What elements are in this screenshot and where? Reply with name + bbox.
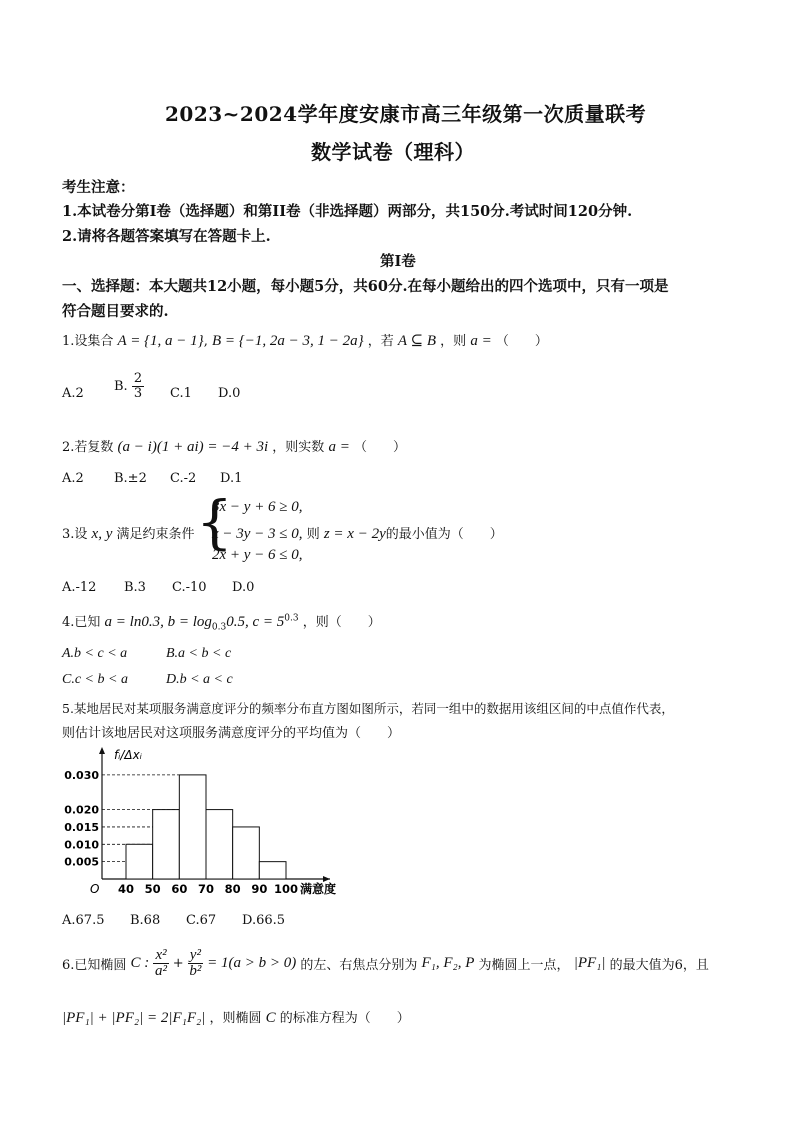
q4-option-c[interactable]: C.c < b < a [62, 672, 128, 687]
q6-x2: x² [155, 947, 167, 963]
q6-tail: ，则椭圆 [209, 1011, 262, 1026]
q6-frac-x [153, 948, 168, 979]
q1-option-b-fraction [132, 372, 144, 401]
q2-option-a[interactable]: A.2 [62, 471, 84, 486]
q4-option-b[interactable]: B.a < b < c [166, 646, 232, 661]
q5-line-2: 则估计该地居民对这项服务满意度评分的平均值为（ ） [62, 726, 401, 741]
q6-eq: = 1(a > b > 0) [207, 955, 297, 971]
q2-option-b[interactable]: B.±2 [114, 471, 147, 486]
q5-option-a[interactable]: A.67.5 [62, 913, 105, 928]
q3-constraint-2 [212, 523, 503, 543]
q1-option-d[interactable]: D.0 [218, 386, 241, 401]
q2-paren: （ ） [353, 440, 406, 455]
q6-cond: |PF₁| + |PF₂| = 2|F₁F₂| [62, 1010, 206, 1026]
q3-intro [62, 523, 195, 543]
q3-option-c[interactable]: C.-10 [172, 580, 207, 595]
part-instruction-2: 符合题目要求的. [62, 303, 169, 320]
q6-a2: a² [155, 963, 168, 979]
q4-prefix: 4.已知 [62, 615, 101, 630]
part-label: 第I卷 [380, 253, 416, 270]
question-4 [62, 611, 381, 633]
q1-paren: （ ） [495, 334, 548, 349]
q2-option-d[interactable]: D.1 [220, 471, 243, 486]
question-6-line-2 [62, 1007, 410, 1027]
q1-option-c[interactable]: C.1 [170, 386, 192, 401]
y-tick-label: 0.030 [64, 768, 99, 782]
histogram-bar [179, 775, 206, 879]
q3-mid: 满足约束条件 [116, 527, 195, 542]
q6-mid: 的左、右焦点分别为 [300, 958, 418, 973]
q6-c: C [265, 1010, 276, 1026]
q3-vars: x, y [91, 526, 113, 542]
q5-option-c[interactable]: C.67 [186, 913, 217, 928]
x-axis-label: 满意度 [300, 882, 337, 896]
q1-set-b: B = {−1, 2a − 3, 1 − 2a} [211, 333, 364, 349]
x-tick-label: 50 [144, 882, 161, 896]
histogram-bar [206, 810, 233, 879]
q1-option-b-prefix: B. [114, 379, 128, 394]
q1-set-a: A = {1, a − 1} [117, 333, 204, 349]
notice-item-2: 2.请将各题答案填写在答题卡上. [62, 228, 271, 245]
histogram-bar [126, 844, 153, 879]
q3-prefix: 3.设 [62, 527, 88, 542]
q4-expr-a: a = ln0.3, b = log [104, 614, 212, 630]
q2-expr: (a − i)(1 + ai) = −4 + 3i [117, 439, 269, 455]
q1-cond: A ⊆ B [397, 333, 437, 349]
x-tick-label: 40 [117, 882, 135, 896]
y-tick-label: 0.010 [64, 838, 99, 852]
q6-b2: b² [189, 963, 202, 979]
question-6-line-1: 6.已知椭圆 C : $\frac{\text{x²}}{\text{a²}}$ + $\frac{\text{y²}}{\text{b²}}$ = 1(a > b > 0) 的左、右焦点分别为 F₁, F₂, P 为椭圆上一点， |PF₁| 的最大值为6，且 [62, 947, 709, 979]
q6-tail2: 的标准方程为（ ） [279, 1011, 410, 1026]
q1-option-b[interactable] [114, 372, 144, 401]
histogram-chart [62, 745, 362, 905]
q3-c3: 2x + y − 6 ≤ 0, [212, 547, 303, 563]
q6-max: 的最大值为6，且 [609, 958, 709, 973]
x-tick-label: 60 [171, 882, 188, 896]
q1-suffix: ，则 [440, 334, 467, 349]
y-tick-label: 0.020 [64, 803, 99, 817]
q6-frac-y [188, 948, 203, 979]
q6-y2: y² [189, 947, 201, 963]
q6-ellipse: C : [130, 955, 150, 971]
q1-prefix: 1.设集合 [62, 334, 114, 349]
part-instruction-1: 一、选择题：本大题共12小题，每小题5分，共60分.在每小题给出的四个选项中，只有一项是 [62, 278, 669, 295]
q3-objective-suffix: 的最小值为（ ） [385, 527, 503, 542]
q2-prefix: 2.若复数 [62, 440, 114, 455]
q1-middle: ，若 [367, 334, 394, 349]
origin-label: O [90, 882, 100, 896]
x-tick-label: 70 [197, 882, 215, 896]
notice-heading: 考生注意： [62, 179, 135, 196]
q6-foci: F₁, F₂, P [421, 955, 475, 971]
y-axis-label: fᵢ/Δxᵢ [114, 748, 142, 762]
notice-item-1: 1.本试卷分第I卷（选择题）和第II卷（非选择题）两部分，共150分.考试时间120分钟. [62, 203, 633, 220]
q3-constraint-3 [212, 547, 303, 564]
q1-option-b-num: 2 [133, 371, 143, 386]
q4-exponent: 0.3 [284, 613, 299, 624]
q1-option-a[interactable]: A.2 [62, 386, 84, 401]
q6-prefix: 6.已知椭圆 [62, 958, 127, 973]
y-tick-label: 0.005 [64, 855, 99, 869]
q4-option-d[interactable]: D.b < a < c [166, 672, 233, 687]
x-tick-label: 80 [224, 882, 241, 896]
histogram-bar [153, 810, 180, 879]
q6-mid2: 为椭圆上一点， [478, 958, 570, 973]
q3-brace: { [196, 488, 233, 556]
q4-expr-b: 0.5, c = 5 [226, 614, 285, 630]
q1-option-b-den: 3 [133, 386, 143, 401]
q2-var: a = [328, 439, 350, 455]
q4-suffix: ，则（ ） [302, 615, 381, 630]
q4-log-base: 0.3 [211, 622, 227, 633]
q3-constraint-1 [212, 499, 303, 516]
q3-c2: x − 3y − 3 ≤ 0, [212, 526, 303, 542]
histogram-bar [259, 862, 286, 879]
q6-pf1: |PF₁| [573, 955, 606, 971]
question-2 [62, 436, 406, 456]
x-tick-label: 100 [273, 882, 299, 896]
q3-option-a[interactable]: A.-12 [62, 580, 97, 595]
q5-option-b[interactable]: B.68 [130, 913, 161, 928]
q1-var: a = [470, 333, 492, 349]
q3-c1: 3x − y + 6 ≥ 0, [212, 499, 303, 515]
histogram-bar [233, 827, 260, 879]
q3-objective: z = x − 2y [323, 526, 386, 542]
page-title: 2023~2024学年度安康市高三年级第一次质量联考 [165, 102, 647, 126]
q3-c2-after: 则 [306, 527, 320, 542]
q3-option-b[interactable]: B.3 [124, 580, 146, 595]
histogram-marks [64, 747, 336, 896]
page-subtitle: 数学试卷（理科） [311, 140, 475, 164]
y-tick-label: 0.015 [64, 820, 99, 834]
q5-option-d[interactable]: D.66.5 [242, 913, 286, 928]
y-axis-arrow-icon [99, 747, 105, 754]
q3-option-d[interactable]: D.0 [232, 580, 255, 595]
q2-suffix: ，则实数 [272, 440, 325, 455]
question-1: 1.设集合 A = {1, a − 1}, B = {−1, 2a − 3, 1 − 2a} ，若 A ⊆ B ，则 a = （ ） [62, 333, 548, 349]
x-tick-label: 90 [251, 882, 268, 896]
q4-option-a[interactable]: A.b < c < a [62, 646, 128, 661]
q2-option-c[interactable]: C.-2 [170, 471, 197, 486]
q5-line-1: 5.某地居民对某项服务满意度评分的频率分布直方图如图所示，若同一组中的数据用该组区间的中点值作代表， [62, 701, 674, 716]
